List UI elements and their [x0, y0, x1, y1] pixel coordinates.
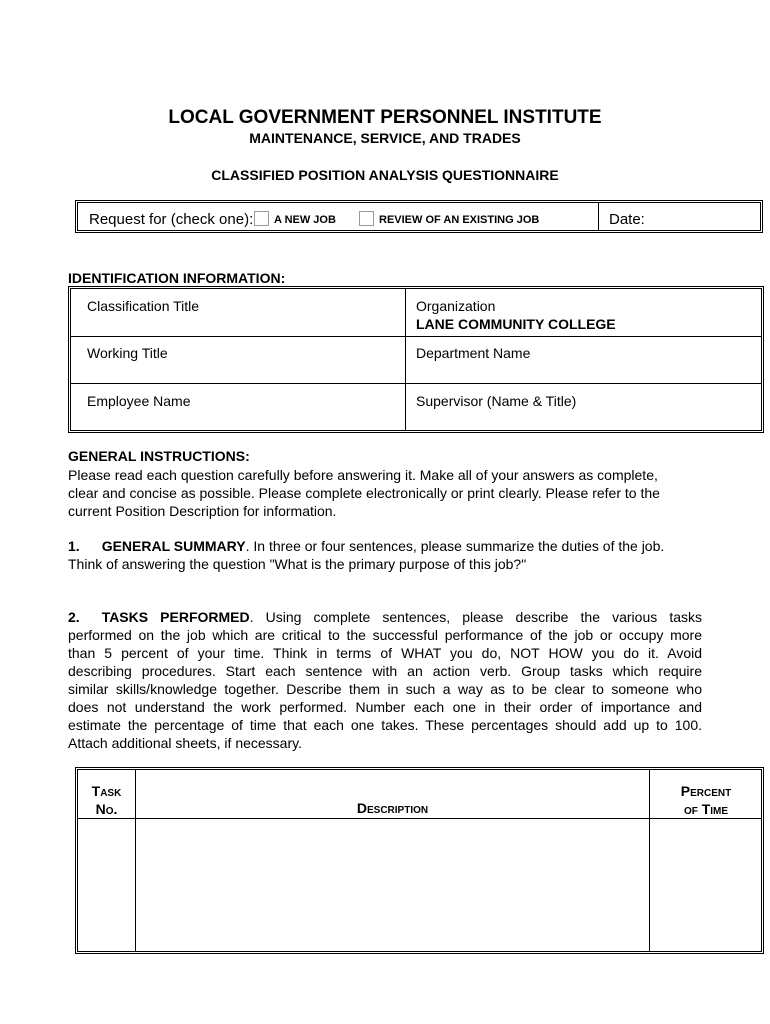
organization-label: Organization: [416, 298, 496, 314]
q1-text: . In three or four sentences, please summarize the duties of the job.: [245, 538, 665, 554]
q2-title: TASKS PERFORMED: [101, 609, 250, 625]
task-no-cell[interactable]: [78, 819, 135, 951]
instructions-line: Please read each question carefully before answering it. Make all of your answers as complete,: [68, 467, 658, 483]
organization-value: LANE COMMUNITY COLLEGE: [416, 316, 616, 332]
q2-line: performed on the job which are critical to the successful performance of the job or occupy more: [68, 627, 702, 643]
q2-line: Attach additional sheets, if necessary.: [68, 735, 302, 751]
q2-line: similar skills/knowledge together. Describe them in such a way as to be clear to someone who: [68, 681, 702, 697]
divider: [598, 203, 599, 230]
identification-heading: IDENTIFICATION INFORMATION:: [68, 270, 286, 286]
date-field[interactable]: Date:: [609, 211, 645, 228]
page-title: LOCAL GOVERNMENT PERSONNEL INSTITUTE: [168, 107, 602, 128]
supervisor-field[interactable]: Supervisor (Name & Title): [416, 393, 577, 409]
classification-title-field[interactable]: Classification Title: [87, 298, 200, 314]
identification-table: [68, 286, 764, 433]
task-table: [75, 767, 764, 954]
instructions-line: current Position Description for information.: [68, 503, 337, 519]
form-title: CLASSIFIED POSITION ANALYSIS QUESTIONNAIRE: [211, 167, 559, 183]
q1-text-line2: Think of answering the question "What is the primary purpose of this job?": [68, 556, 527, 572]
task-no-header: [78, 782, 135, 818]
request-box: [75, 200, 763, 233]
review-job-checkbox[interactable]: [359, 211, 374, 226]
page-subtitle: MAINTENANCE, SERVICE, AND TRADES: [249, 130, 521, 146]
new-job-label: A NEW JOB: [274, 214, 336, 226]
divider: [405, 289, 406, 430]
q2-number: 2.: [68, 609, 80, 625]
question-1: [68, 537, 702, 573]
task-header-line: Task: [91, 783, 122, 799]
task-header-line: No.: [95, 801, 118, 817]
q1-title: GENERAL SUMMARY: [101, 538, 246, 554]
department-name-field[interactable]: Department Name: [416, 345, 531, 361]
review-job-label: REVIEW OF AN EXISTING JOB: [379, 214, 540, 226]
q1-number: 1.: [68, 538, 80, 554]
working-title-field[interactable]: Working Title: [87, 345, 168, 361]
divider: [71, 383, 761, 384]
q2-line: estimate the percentage of time that each one takes. These percentages should add up to 100.: [68, 717, 702, 733]
description-header: Description: [356, 800, 429, 816]
q2-line: does not understand the work performed. Number each one in their order of importance and: [68, 699, 702, 715]
instructions-heading: GENERAL INSTRUCTIONS:: [68, 448, 250, 464]
percent-header-line: of Time: [683, 801, 729, 817]
employee-name-field[interactable]: Employee Name: [87, 393, 191, 409]
instructions-line: clear and concise as possible. Please complete electronically or print clearly. Please refer to the: [68, 485, 660, 501]
q2-line: than 5 percent of your time. Think in terms of WHAT you do, NOT HOW you do it. Avoid: [68, 645, 702, 661]
divider: [71, 336, 761, 337]
percent-cell[interactable]: [650, 819, 762, 951]
instructions-text: [68, 466, 702, 520]
q2-line: describing procedures. Start each sentence with an action verb. Group tasks which require: [68, 663, 702, 679]
new-job-checkbox[interactable]: [254, 211, 269, 226]
question-2: [68, 608, 702, 752]
request-label: Request for (check one):: [89, 211, 254, 228]
description-cell[interactable]: [136, 819, 649, 951]
percent-header: [650, 782, 762, 818]
percent-header-line: Percent: [680, 783, 732, 799]
q2-text: . Using complete sentences, please describe the various tasks: [249, 609, 702, 625]
